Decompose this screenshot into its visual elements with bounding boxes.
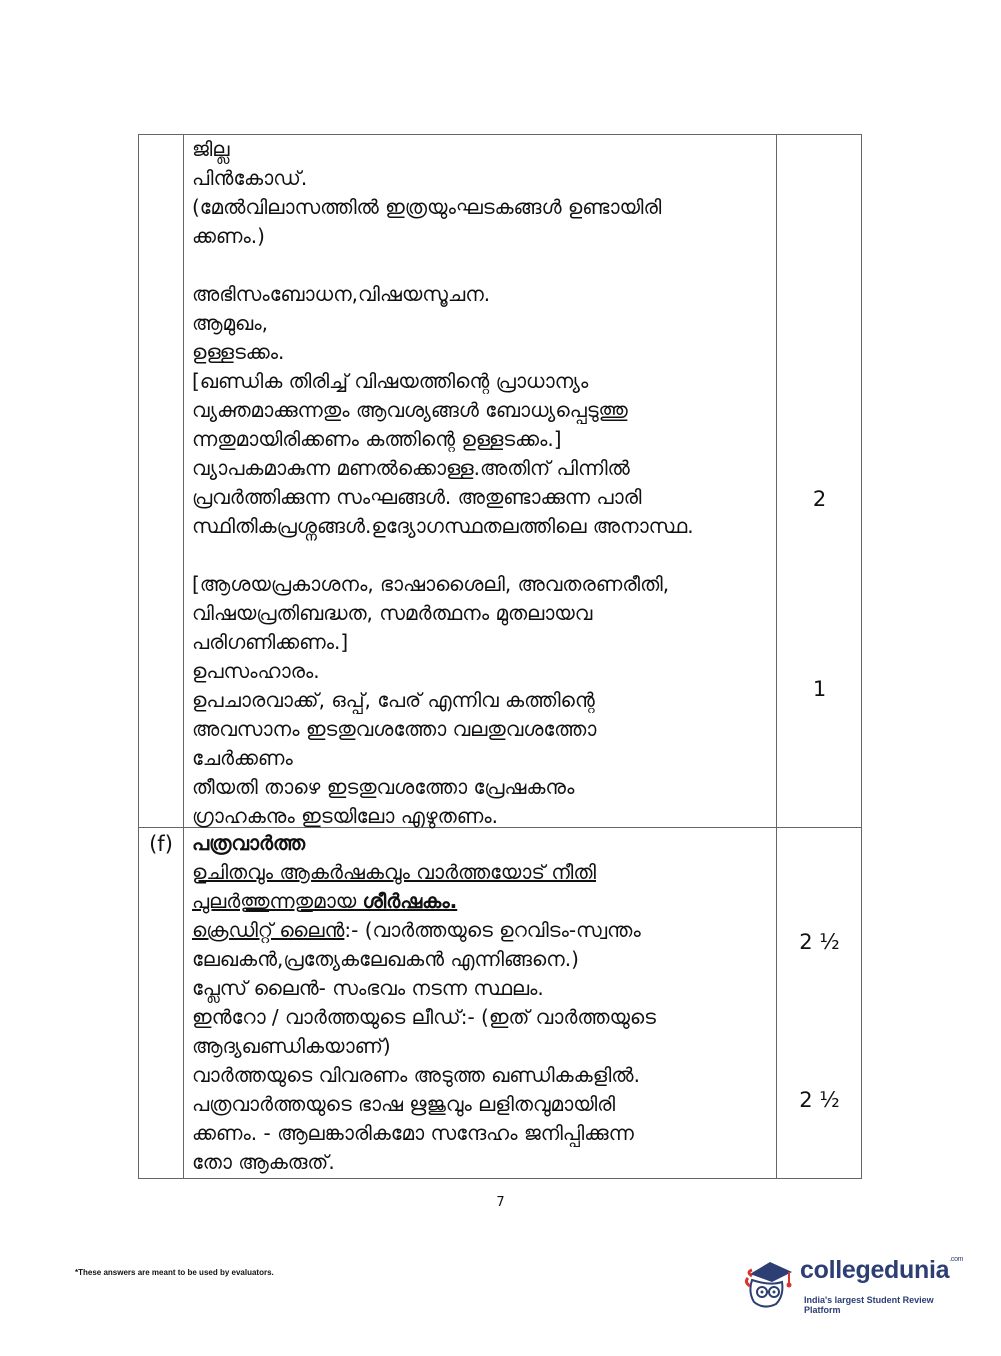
question-label: (f)	[139, 828, 184, 1179]
text-line: പിൻകോഡ്.	[192, 166, 308, 190]
mark-value: 2 ½	[799, 1088, 840, 1112]
text-line: ഉള്ളടക്കം.	[192, 340, 285, 364]
text-line: തോ ആകരുത്.	[192, 1150, 335, 1174]
underlined-line	[192, 887, 457, 916]
mark-value: 2 ½	[799, 930, 840, 954]
text-line: ഗ്രാഹകനും ഇടയിലോ എഴുതണം.	[192, 804, 498, 828]
text-line: തീയതി താഴെ ഇടതുവശത്തോ പ്രേഷകനും	[192, 775, 575, 799]
text-line: അവസാനം ഇടതുവശത്തോ വലതുവശത്തോ	[192, 717, 597, 741]
answer-content	[184, 135, 777, 828]
text-line: ഇൻറോ / വാർത്തയുടെ ലീഡ്:- (ഇത് വാർത്തയുടെ	[192, 1005, 656, 1029]
answer-table	[138, 134, 862, 1179]
marks-cell	[777, 828, 862, 1179]
footnote: *These answers are meant to be used by evaluators.	[75, 1268, 274, 1277]
text-line: (മേൽവിലാസത്തിൽ ഇത്രയുംഘടകങ്ങൾ ഉണ്ടായിരി	[192, 195, 662, 219]
text-line: ആമുഖം,	[192, 311, 268, 335]
text-line: പ്രവർത്തിക്കുന്ന സംഘങ്ങൾ. അതുണ്ടാക്കുന്ന പാരി	[192, 485, 642, 509]
mark-value: 1	[812, 677, 827, 701]
question-label	[139, 135, 184, 828]
text-line: ചേർക്കണം	[192, 746, 293, 770]
text-line: വ്യാപകമാകുന്ന മണൽക്കൊള്ള.അതിന് പിന്നിൽ	[192, 456, 630, 480]
text-line: ന്നതുമായിരിക്കണം കത്തിന്റെ ഉള്ളടക്കം.]	[192, 427, 562, 451]
logo-name-text: collegedunia	[800, 1256, 950, 1284]
text-line: ആദ്യഖണ്ഡികയാണ്)	[192, 1034, 391, 1058]
bold-text: ശീർഷകം.	[362, 889, 458, 913]
credit-label: ക്രെഡിറ്റ് ലൈൻ	[192, 918, 345, 942]
collegedunia-logo	[742, 1250, 972, 1322]
text-line: പരിഗണിക്കണം.]	[192, 630, 349, 654]
text-line: ഉപചാരവാക്ക്, ഒപ്പ്, പേര് എന്നിവ കത്തിന്റെ	[192, 688, 595, 712]
text-line: വാർത്തയുടെ വിവരണം അടുത്ത ഖണ്ഡികകളിൽ.	[192, 1063, 640, 1087]
answer-content	[184, 828, 777, 1179]
text-line: വിഷയപ്രതിബദ്ധത, സമർത്ഥനം മുതലായവ	[192, 601, 593, 625]
text-line: അഭിസംബോധന,വിഷയസൂചന.	[192, 282, 491, 306]
section-heading: പത്രവാർത്ത	[192, 831, 306, 855]
table-row	[139, 828, 862, 1179]
text-line: ക്കണം.)	[192, 224, 265, 248]
logo-tagline: India's largest Student Review Platform	[804, 1295, 934, 1315]
text-line: ഉപസംഹാരം.	[192, 659, 320, 683]
marks-cell	[777, 135, 862, 828]
mascot-icon	[742, 1252, 798, 1312]
text-line: ക്കണം. - ആലങ്കാരികമോ സന്ദേഹം ജനിപ്പിക്കുന്ന	[192, 1121, 634, 1145]
text-line: പ്ലേസ് ലൈൻ- സംഭവം നടന്ന സ്ഥലം.	[192, 976, 544, 1000]
text-line: ലേഖകൻ,പ്രത്യേകലേഖകൻ എന്നിങ്ങനെ.)	[192, 947, 579, 971]
underlined-text: പുലർത്തുന്നതുമായ	[192, 889, 363, 913]
text-line: സ്ഥിതികപ്രശ്നങ്ങൾ.ഉദ്യോഗസ്ഥതലത്തിലെ അനാസ്ഥ.	[192, 514, 694, 538]
text-line: [ആശയപ്രകാശനം, ഭാഷാശൈലി, അവതരണരീതി,	[192, 572, 670, 596]
text-line: [ഖണ്ഡിക തിരിച്ച് വിഷയത്തിന്റെ പ്രാധാന്യം	[192, 369, 589, 393]
credit-rest: :- (വാർത്തയുടെ ഉറവിടം-സ്വന്തം	[344, 918, 641, 942]
page-number: 7	[496, 1195, 505, 1210]
mark-value: 2	[812, 487, 827, 511]
credit-line	[192, 916, 641, 945]
logo-suffix: .com	[949, 1256, 964, 1263]
underlined-line: ഉചിതവും ആകർഷകവും വാർത്തയോട് നീതി	[192, 860, 596, 884]
logo-wordmark	[800, 1256, 963, 1285]
table-row	[139, 135, 862, 828]
text-line: പത്രവാർത്തയുടെ ഭാഷ ഋജുവും ലളിതവുമായിരി	[192, 1092, 616, 1116]
text-line: വ്യക്തമാക്കുന്നതും ആവശ്യങ്ങൾ ബോധ്യപ്പെടുത്തു	[192, 398, 628, 422]
text-line: ജില്ല	[192, 137, 230, 161]
